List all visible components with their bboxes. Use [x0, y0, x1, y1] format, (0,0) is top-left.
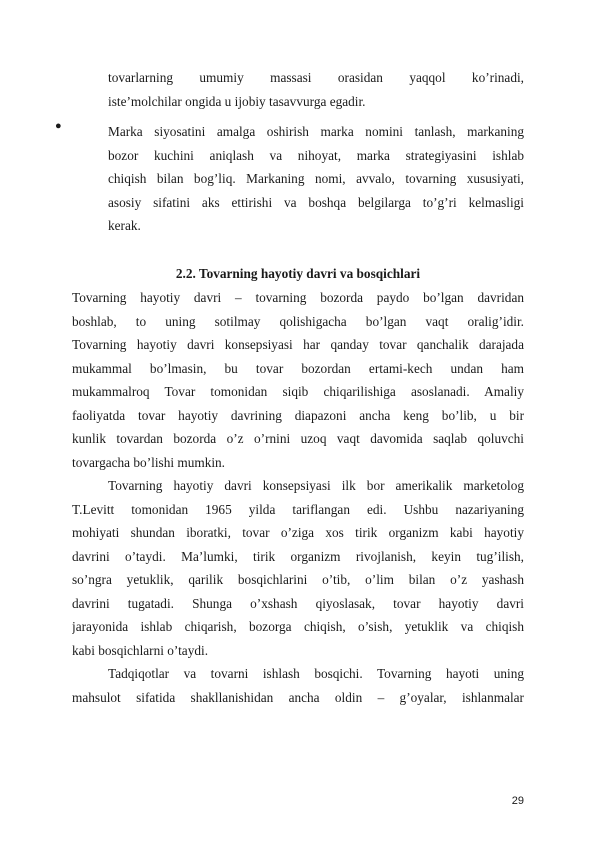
text-line: Tadqiqotlar va tovarni ishlash bosqichi. Tovarning hayoti uning	[108, 666, 524, 681]
text-line: mukammal bo’lmasin, bu tovar bozordan ertami-kech undan ham	[72, 360, 524, 376]
text-line: mahsulot sifatida shakllanishidan ancha oldin – g’oyalar, ishlanmalar	[72, 689, 524, 705]
text-line: boshlab, to uning sotilmay qolishigacha bo’lgan vaqt oralig’idir.	[72, 313, 524, 329]
bullet-icon: ●	[55, 120, 62, 132]
text-line: iste’molchilar ongida u ijobiy tasavvurga egadir.	[108, 93, 366, 109]
text-line: faoliyatda tovar hayotiy davrining diapazoni ancha keng bo’lib, u bir	[72, 407, 524, 423]
text-line: chiqish bilan bog’liq. Markaning nomi, avvalo, tovarning xususiyati,	[108, 171, 524, 186]
text-line: Tovarning hayotiy davri konsepsiyasi ilk bor amerikalik marketolog	[108, 478, 524, 493]
text-line: Marka siyosatini amalga oshirish marka nomini tanlash, markaning	[108, 124, 524, 139]
text-line: asosiy sifatini aks ettirishi va boshqa belgilarga to’g’ri kelmasligi	[108, 194, 524, 210]
text-line: T.Levitt tomonidan 1965 yilda tariflangan edi. Ushbu nazariyaning	[72, 501, 524, 517]
text-line: kunlik tovardan bozorda o’z o’rnini uzoq vaqt davomida saqlab qoluvchi	[72, 431, 524, 446]
text-line: jarayonida ishlab chiqarish, bozorga chiqish, o’sish, yetuklik va chiqish	[72, 619, 524, 634]
text-line: so’ngra yetuklik, qarilik bosqichlarini o’tib, o’lim bilan o’z yashash	[72, 572, 524, 587]
page-number: 29	[511, 795, 524, 807]
text-line: bozor kuchini aniqlash va nihoyat, marka strategiyasini ishlab	[108, 147, 524, 163]
text-line: mukammalroq Tovar tomonidan siqib chiqarilishiga asoslanadi. Amaliy	[72, 384, 524, 399]
paragraph	[72, 286, 524, 474]
text-line: Tovarning hayotiy davri konsepsiyasi har qanday tovar qanchalik darajada	[72, 337, 524, 352]
paragraph	[72, 474, 524, 662]
text-line: mohiyati shundan iboratki, tovar o’ziga xos tirik organizm kabi hayotiy	[72, 525, 524, 540]
text-line: tovargacha bo’lishi mumkin.	[72, 454, 226, 470]
bullet-item	[72, 120, 524, 238]
text-line: kabi bosqichlarni o’taydi.	[72, 642, 209, 658]
text-line: kerak.	[108, 218, 141, 233]
text-line: davrini o’taydi. Ma’lumki, tirik organizm rivojlanish, keyin tug’ilish,	[72, 548, 524, 564]
text-line: tovarlarning umumiy massasi orasidan yaqqol ko’rinadi,	[108, 70, 524, 85]
paragraph	[72, 662, 524, 709]
text-line: Tovarning hayotiy davri – tovarning bozorda paydo bo’lgan davridan	[72, 290, 524, 305]
text-line: davrini tugatadi. Shunga o’xshash qiyoslasak, tovar hayotiy davri	[72, 595, 524, 611]
list-continuation	[72, 66, 524, 113]
section-heading: 2.2. Tovarning hayotiy davri va bosqichlari	[175, 266, 421, 281]
